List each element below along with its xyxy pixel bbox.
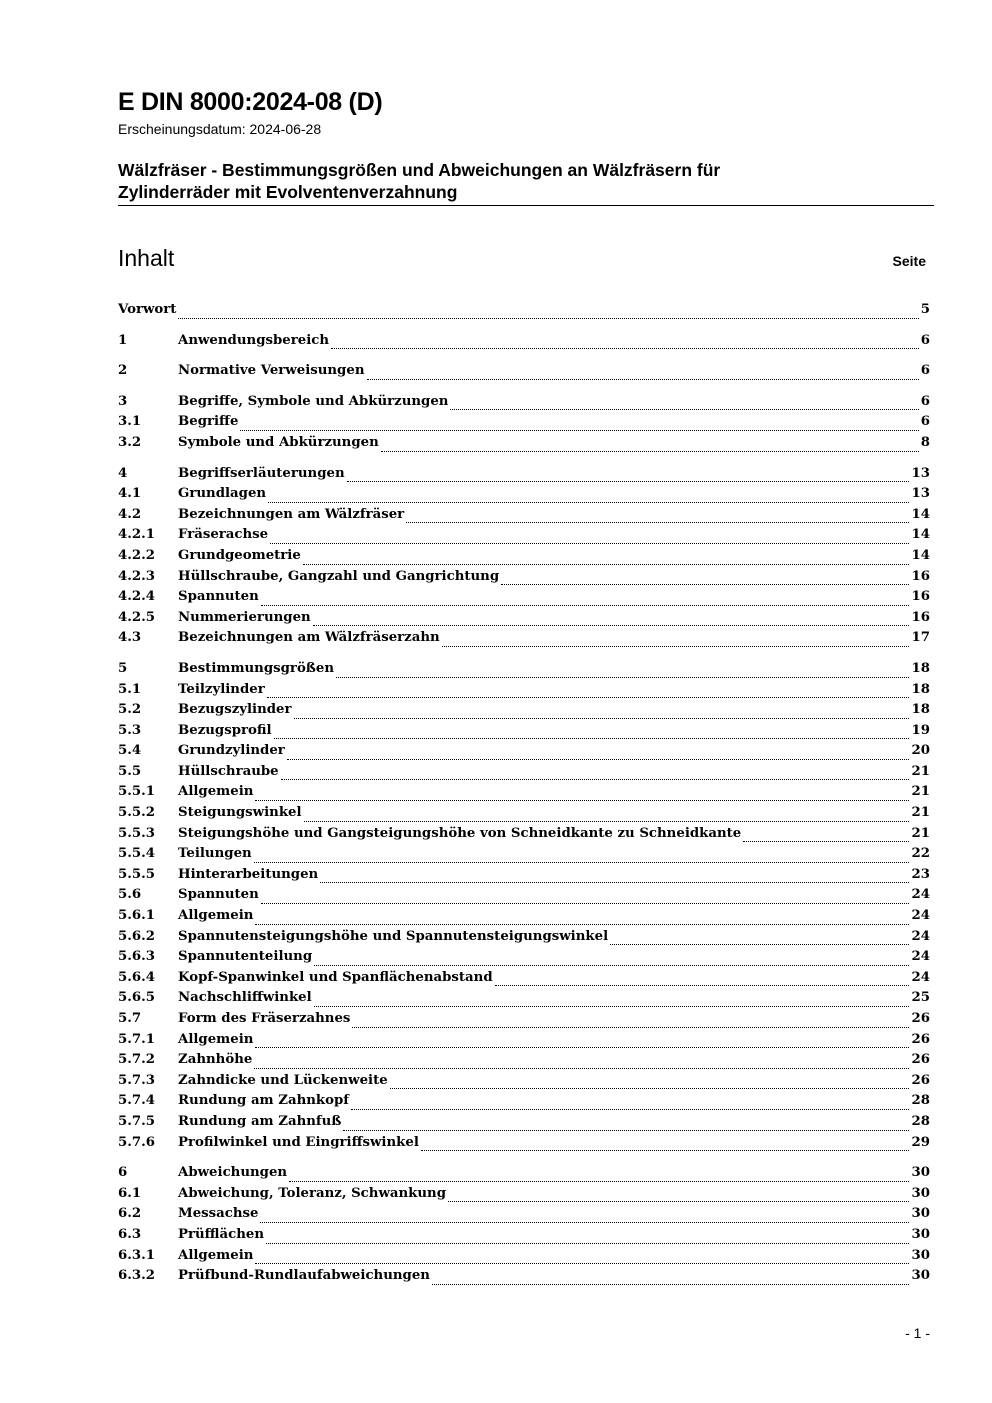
toc-entry[interactable]	[118, 1032, 930, 1053]
toc-entry-number: 5.6.5	[118, 990, 156, 1006]
toc-heading: Inhalt	[118, 245, 175, 271]
toc-entry-page: 6	[920, 414, 930, 430]
toc-entry-number: 5.6.1	[118, 908, 156, 924]
toc-entry-title: Hinterarbeitungen	[178, 866, 319, 882]
toc-dot-leader	[255, 1046, 909, 1048]
document-title	[118, 159, 878, 203]
toc-entry-number: 5.5	[118, 763, 142, 779]
toc-dot-leader	[442, 645, 910, 647]
toc-entry[interactable]	[118, 846, 930, 867]
toc-entry-title: Abweichung, Toleranz, Schwankung	[178, 1185, 447, 1201]
toc-entry-title: Bezugsprofil	[178, 722, 272, 738]
toc-entry-page: 29	[911, 1134, 930, 1150]
toc-entry[interactable]	[118, 908, 930, 929]
toc-entry-number: 5.5.1	[118, 784, 156, 800]
toc-entry-title: Bestimmungsgrößen	[178, 660, 335, 676]
toc-entry-number: 2	[118, 363, 128, 379]
toc-dot-leader	[270, 542, 909, 544]
toc-entry[interactable]	[118, 887, 930, 908]
toc-entry[interactable]	[118, 302, 930, 323]
toc-entry[interactable]	[118, 784, 930, 805]
toc-entry-number: 5.7	[118, 1011, 142, 1026]
toc-entry-number: 4.2.2	[118, 547, 156, 563]
toc-entry-title: Spannuten	[178, 887, 259, 903]
toc-entry-page: 30	[911, 1165, 930, 1181]
toc-entry-title: Prüfbund-Rundlaufabweichungen	[178, 1268, 430, 1284]
toc-dot-leader	[314, 964, 909, 966]
toc-entry-title: Normative Verweisungen	[178, 363, 365, 379]
toc-entry-page: 26	[911, 1072, 930, 1088]
toc-entry[interactable]	[118, 1135, 930, 1156]
toc-dot-leader	[178, 317, 918, 319]
toc-entry-page: 18	[911, 702, 930, 718]
toc-dot-leader	[743, 840, 909, 842]
toc-entry-number: 5.7.4	[118, 1093, 156, 1109]
toc-entry-title: Spannutensteigungshöhe und Spannutensteigungswinkel	[178, 928, 609, 944]
toc-entry-title: Symbole und Abkürzungen	[178, 434, 379, 450]
toc-entry-title: Teilungen	[178, 846, 252, 862]
toc-entry-title: Hüllschraube, Gangzahl und Gangrichtung	[178, 568, 500, 584]
toc-entry-page: 19	[911, 722, 930, 738]
toc-entry-number: 1	[118, 332, 128, 348]
toc-entry-page: 21	[911, 784, 930, 800]
toc-dot-leader	[287, 758, 910, 760]
toc-dot-leader	[303, 563, 910, 565]
toc-dot-leader	[268, 501, 909, 503]
toc-entry-page: 14	[911, 506, 930, 522]
toc-entry-title: Zahnhöhe	[178, 1052, 253, 1068]
toc-entry-number: 4.2.1	[118, 527, 156, 543]
toc-entry-title: Begriffserläuterungen	[178, 465, 345, 481]
toc-entry-number: 4.2.4	[118, 589, 156, 605]
toc-dot-leader	[351, 1108, 909, 1110]
toc-entry-title: Steigungswinkel	[178, 805, 302, 821]
toc-entry[interactable]	[118, 414, 930, 435]
toc-entry[interactable]	[118, 867, 930, 888]
toc-entry[interactable]	[118, 1186, 930, 1207]
toc-entry-title: Zahndicke und Lückenweite	[178, 1072, 388, 1088]
toc-entry-page: 16	[911, 568, 930, 584]
toc-entry-number: 4.2	[118, 506, 142, 522]
toc-entry-title: Fräserachse	[178, 527, 269, 543]
toc-dot-leader	[255, 923, 909, 925]
toc-entry-title: Grundzylinder	[178, 743, 285, 759]
toc-entry[interactable]	[118, 507, 930, 528]
toc-dot-leader	[501, 583, 909, 585]
toc-dot-leader	[610, 943, 909, 945]
toc-entry-number: 5.5.4	[118, 846, 156, 862]
toc-entry-title: Nachschliffwinkel	[178, 990, 312, 1006]
toc-entry-page: 20	[911, 743, 930, 759]
toc-dot-leader	[261, 604, 910, 606]
toc-entry-title: Allgemein	[178, 908, 254, 924]
toc-entry[interactable]	[118, 589, 930, 610]
toc-entry[interactable]	[118, 970, 930, 991]
toc-dot-leader	[281, 778, 910, 780]
toc-entry[interactable]	[118, 805, 930, 826]
toc-dot-leader	[254, 1067, 909, 1069]
toc-entry[interactable]	[118, 1248, 930, 1269]
toc-dot-leader	[320, 881, 909, 883]
toc-entry-page: 30	[911, 1206, 930, 1222]
toc-dot-leader	[255, 1262, 909, 1264]
toc-entry-page: 26	[911, 1052, 930, 1068]
toc-entry-page: 24	[911, 908, 930, 924]
toc-entry-title: Teilzylinder	[178, 681, 265, 697]
toc-entry[interactable]	[118, 394, 930, 415]
toc-entry[interactable]	[118, 569, 930, 590]
toc-entry-page: 25	[911, 990, 930, 1006]
toc-entry-page: 28	[911, 1113, 930, 1129]
toc-dot-leader	[331, 347, 919, 349]
toc-entry-number: 5.5.5	[118, 866, 156, 882]
toc-entry-title: Profilwinkel und Eingriffswinkel	[178, 1134, 419, 1150]
toc-entry-title: Messachse	[178, 1206, 259, 1222]
toc-dot-leader	[289, 1180, 909, 1182]
toc-entry-number: 5.7.5	[118, 1113, 156, 1129]
toc-entry-page: 30	[911, 1268, 930, 1284]
toc-entry-title: Spannutenteilung	[178, 949, 313, 965]
toc-entry[interactable]	[118, 435, 930, 456]
page-number: - 1 -	[905, 1325, 930, 1341]
toc-dot-leader	[421, 1149, 910, 1151]
toc-dot-leader	[314, 1005, 910, 1007]
toc-entry-number: 5.7.3	[118, 1072, 156, 1088]
publication-date: Erscheinungsdatum: 2024-06-28	[118, 121, 322, 137]
toc-entry-number: 3.1	[118, 414, 142, 430]
toc-dot-leader	[313, 624, 910, 626]
toc-entry-page: 6	[920, 393, 930, 409]
toc-entry[interactable]	[118, 702, 930, 723]
toc-entry-page: 28	[911, 1093, 930, 1109]
toc-entry-number: 5.6.4	[118, 969, 156, 985]
toc-entry-number: 5.1	[118, 681, 142, 697]
toc-entry[interactable]	[118, 466, 930, 487]
toc-entry[interactable]	[118, 1206, 930, 1227]
toc-entry[interactable]	[118, 548, 930, 569]
toc-entry-page: 14	[911, 527, 930, 543]
document-id: E DIN 8000:2024-08 (D)	[118, 88, 383, 116]
toc-dot-leader	[448, 1200, 909, 1202]
toc-entry[interactable]	[118, 764, 930, 785]
toc-entry-title: Bezeichnungen am Wälzfräserzahn	[178, 630, 440, 646]
toc-entry-number: 6	[118, 1165, 128, 1181]
toc-entry-title: Begriffe, Symbole und Abkürzungen	[178, 393, 449, 409]
toc-entry-number: 5.4	[118, 743, 142, 759]
toc-dot-leader	[347, 480, 910, 482]
toc-entry[interactable]	[118, 929, 930, 950]
toc-entry-number: 5.5.3	[118, 825, 156, 841]
toc-entry-page: 21	[911, 825, 930, 841]
toc-entry[interactable]	[118, 1052, 930, 1073]
toc-entry-number: 6.3	[118, 1226, 142, 1242]
toc-entry[interactable]	[118, 826, 930, 847]
toc-entry-number: 5.6	[118, 887, 142, 903]
toc-entry-number: 5.6.3	[118, 949, 156, 965]
toc-entry-title: Grundlagen	[178, 486, 267, 502]
toc-entry-title: Allgemein	[178, 784, 254, 800]
toc-entry-page: 8	[920, 434, 930, 450]
toc-entry-page: 26	[911, 1011, 930, 1026]
toc-entry-page: 18	[911, 660, 930, 676]
toc-entry-title: Nummerierungen	[178, 609, 311, 625]
toc-entry[interactable]	[118, 743, 930, 764]
toc-entry-title: Form des Fräserzahnes	[178, 1011, 351, 1026]
toc-entry-page: 17	[911, 630, 930, 646]
toc-entry-title: Rundung am Zahnkopf	[178, 1093, 350, 1109]
toc-dot-leader	[450, 408, 918, 410]
toc-entry[interactable]	[118, 1114, 930, 1135]
title-divider	[118, 205, 934, 206]
toc-entry-title: Bezeichnungen am Wälzfräser	[178, 506, 405, 522]
toc-entry-title: Abweichungen	[178, 1165, 288, 1181]
toc-entry-page: 23	[911, 866, 930, 882]
toc-entry-number: 5.5.2	[118, 805, 156, 821]
toc-entry-number: 6.3.2	[118, 1268, 156, 1284]
toc-entry-page: 18	[911, 681, 930, 697]
toc-entry[interactable]	[118, 661, 930, 682]
toc-entry[interactable]	[118, 1165, 930, 1186]
table-of-contents	[118, 302, 930, 1289]
toc-entry[interactable]	[118, 1268, 930, 1289]
toc-entry-title: Prüfflächen	[178, 1226, 265, 1242]
toc-dot-leader	[352, 1026, 909, 1028]
toc-dot-leader	[304, 820, 910, 822]
toc-entry[interactable]	[118, 333, 930, 354]
toc-entry[interactable]	[118, 1073, 930, 1094]
toc-entry-title: Vorwort	[118, 302, 177, 317]
toc-entry[interactable]	[118, 610, 930, 631]
toc-dot-leader	[274, 737, 910, 739]
toc-entry-title: Rundung am Zahnfuß	[178, 1113, 342, 1129]
toc-entry-page: 30	[911, 1185, 930, 1201]
toc-entry-page: 6	[920, 332, 930, 348]
toc-entry[interactable]	[118, 527, 930, 548]
toc-entry-number: 6.2	[118, 1206, 142, 1222]
toc-entry-page: 22	[911, 846, 930, 862]
toc-entry-number: 5.2	[118, 702, 142, 718]
toc-entry-page: 14	[911, 547, 930, 563]
toc-entry-title: Bezugszylinder	[178, 702, 292, 718]
toc-entry[interactable]	[118, 363, 930, 384]
toc-entry-page: 13	[911, 465, 930, 481]
toc-entry-number: 3.2	[118, 434, 142, 450]
toc-entry-number: 4.3	[118, 630, 142, 646]
toc-entry-number: 5.3	[118, 722, 142, 738]
toc-entry-page: 5	[920, 302, 930, 317]
toc-page-column-label: Seite	[892, 253, 926, 269]
toc-entry[interactable]	[118, 723, 930, 744]
toc-dot-leader	[495, 984, 910, 986]
toc-entry-page: 30	[911, 1247, 930, 1263]
toc-dot-leader	[267, 696, 910, 698]
toc-entry-number: 5.7.6	[118, 1134, 156, 1150]
toc-dot-leader	[240, 429, 918, 431]
toc-dot-leader	[381, 450, 919, 452]
toc-entry-page: 16	[911, 589, 930, 605]
toc-entry-number: 4.2.5	[118, 609, 156, 625]
toc-dot-leader	[336, 676, 909, 678]
toc-dot-leader	[367, 378, 919, 380]
toc-entry-page: 6	[920, 363, 930, 379]
toc-entry-title: Anwendungsbereich	[178, 332, 330, 348]
toc-entry-title: Allgemein	[178, 1031, 254, 1047]
toc-entry-page: 30	[911, 1226, 930, 1242]
toc-entry-number: 6.1	[118, 1185, 142, 1201]
toc-entry[interactable]	[118, 1227, 930, 1248]
toc-entry-number: 6.3.1	[118, 1247, 156, 1263]
toc-entry-number: 4.1	[118, 486, 142, 502]
toc-entry[interactable]	[118, 1093, 930, 1114]
toc-entry-number: 4.2.3	[118, 568, 156, 584]
toc-entry[interactable]	[118, 682, 930, 703]
toc-entry[interactable]	[118, 486, 930, 507]
toc-entry-title: Allgemein	[178, 1247, 254, 1263]
toc-entry-page: 21	[911, 805, 930, 821]
toc-entry[interactable]	[118, 990, 930, 1011]
toc-entry-title: Grundgeometrie	[178, 547, 301, 563]
toc-entry-page: 24	[911, 969, 930, 985]
toc-entry-number: 5.6.2	[118, 928, 156, 944]
toc-dot-leader	[255, 799, 909, 801]
toc-entry[interactable]	[118, 630, 930, 651]
toc-entry-number: 4	[118, 465, 128, 481]
toc-entry-page: 24	[911, 949, 930, 965]
toc-dot-leader	[266, 1242, 909, 1244]
toc-entry-number: 5.7.1	[118, 1031, 156, 1047]
toc-entry-title: Steigungshöhe und Gangsteigungshöhe von Schneidkante zu Schneidkante	[178, 825, 742, 841]
toc-entry-page: 26	[911, 1031, 930, 1047]
toc-entry-title: Hüllschraube	[178, 763, 279, 779]
document-title-line-1: Wälzfräser - Bestimmungsgrößen und Abweichungen an Wälzfräsern für	[118, 160, 721, 180]
toc-entry-page: 21	[911, 763, 930, 779]
toc-dot-leader	[406, 521, 909, 523]
toc-dot-leader	[260, 1221, 909, 1223]
toc-entry-page: 16	[911, 609, 930, 625]
toc-entry[interactable]	[118, 949, 930, 970]
toc-dot-leader	[254, 861, 910, 863]
toc-entry-number: 5.7.2	[118, 1052, 156, 1068]
toc-dot-leader	[261, 902, 910, 904]
toc-entry-page: 24	[911, 928, 930, 944]
toc-entry-page: 13	[911, 486, 930, 502]
toc-dot-leader	[432, 1283, 910, 1285]
toc-entry[interactable]	[118, 1011, 930, 1032]
toc-entry-number: 3	[118, 393, 128, 409]
toc-entry-title: Kopf-Spanwinkel und Spanflächenabstand	[178, 969, 493, 985]
toc-entry-title: Spannuten	[178, 589, 259, 605]
toc-dot-leader	[343, 1129, 909, 1131]
document-title-line-2: Zylinderräder mit Evolventenverzahnung	[118, 182, 458, 202]
toc-dot-leader	[390, 1087, 910, 1089]
toc-dot-leader	[294, 717, 910, 719]
toc-entry-number: 5	[118, 660, 128, 676]
toc-entry-title: Begriffe	[178, 414, 239, 430]
toc-entry-page: 24	[911, 887, 930, 903]
